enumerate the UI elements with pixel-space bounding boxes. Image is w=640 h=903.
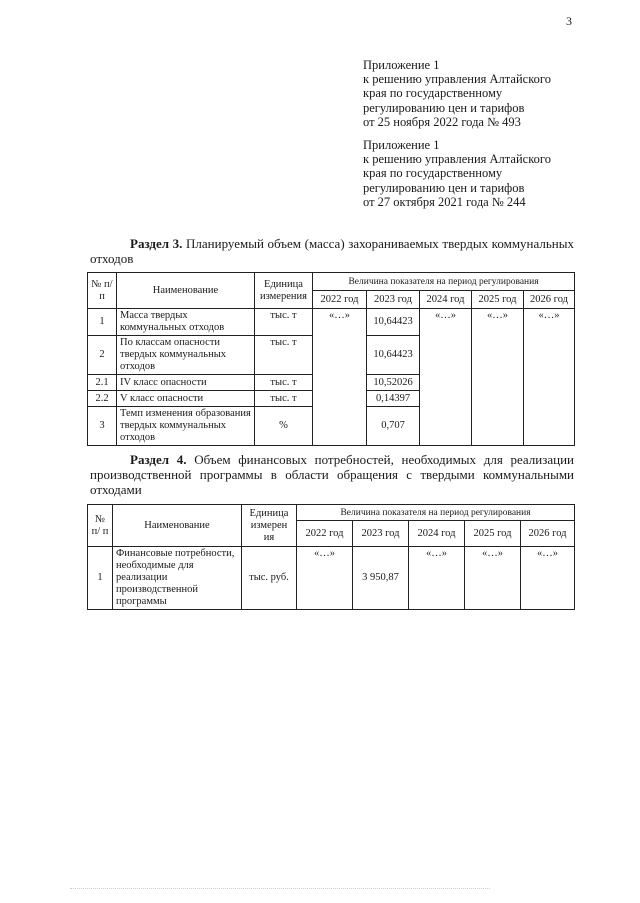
row-num: 2.1 — [88, 375, 117, 391]
row-num: 3 — [88, 407, 117, 446]
row-name: По классам опасности твердых коммунальных отходов — [117, 336, 255, 375]
value-2025: «…» — [465, 547, 521, 610]
value-2026: «…» — [521, 547, 575, 610]
header-year: 2023 год — [367, 291, 420, 309]
row-name: IV класс опасности — [117, 375, 255, 391]
row-name: V класс опасности — [117, 391, 255, 407]
section3-heading — [90, 236, 574, 266]
appendix-current — [363, 58, 551, 129]
section4-title: Объем финансовых потребностей, необходимых для реализации производственной программы в области обращения с твердыми коммунальными отходами — [90, 452, 575, 497]
value-2022: «…» — [313, 309, 367, 446]
row-num: 2.2 — [88, 391, 117, 407]
appendix-line: Приложение 1 — [363, 138, 440, 152]
header-year: 2024 год — [409, 521, 465, 547]
header-unit: Единица измерения — [255, 273, 313, 309]
appendix-line: от 27 октября 2021 года № 244 — [363, 194, 526, 209]
header-year: 2025 год — [472, 291, 524, 309]
row-num: 1 — [88, 309, 117, 336]
section3-title: Планируемый объем (масса) захораниваемых твердых коммунальных отходов — [90, 236, 574, 266]
row-name: Финансовые потребности, необходимые для реализации производственной программы — [113, 547, 242, 610]
header-period: Величина показателя на период регулирования — [313, 273, 575, 291]
value-2023: 10,64423 — [367, 336, 420, 375]
appendix-line: к решению управления Алтайского — [363, 152, 551, 167]
row-unit: тыс. т — [255, 391, 313, 407]
value-2026: «…» — [524, 309, 575, 446]
section4-label: Раздел 4. — [130, 452, 187, 467]
appendix-line: края по государственному — [363, 86, 503, 101]
row-num: 2 — [88, 336, 117, 375]
row-unit: % — [255, 407, 313, 446]
value-2023: 10,52026 — [367, 375, 420, 391]
row-num: 1 — [88, 547, 113, 610]
table-row — [88, 309, 575, 336]
table-row — [88, 547, 575, 610]
header-num: № п/ п — [88, 505, 113, 547]
appendix-previous — [363, 138, 551, 209]
appendix-line: от 25 ноября 2022 года № 493 — [363, 114, 521, 129]
header-name: Наименование — [113, 505, 242, 547]
section3-label: Раздел 3. — [130, 236, 183, 251]
section4-table — [87, 504, 575, 610]
header-unit: Единица измерен ия — [242, 505, 297, 547]
header-year: 2022 год — [297, 521, 353, 547]
row-unit: тыс. т — [255, 336, 313, 375]
value-2023: 0,707 — [367, 407, 420, 446]
header-period: Величина показателя на период регулирования — [297, 505, 575, 521]
appendix-line: к решению управления Алтайского — [363, 72, 551, 87]
row-unit: тыс. т — [255, 309, 313, 336]
appendix-line: регулированию цен и тарифов — [363, 180, 525, 195]
value-2024: «…» — [420, 309, 472, 446]
row-name: Темп изменения образования твердых коммунальных отходов — [117, 407, 255, 446]
section4-heading — [90, 452, 574, 497]
row-unit: тыс. т — [255, 375, 313, 391]
page-footer-rule — [70, 888, 490, 889]
value-2022: «…» — [297, 547, 353, 610]
header-year: 2026 год — [524, 291, 575, 309]
value-2024: «…» — [409, 547, 465, 610]
value-2023: 3 950,87 — [353, 547, 409, 610]
section3-table — [87, 272, 575, 446]
header-num: № п/п — [88, 273, 117, 309]
header-name: Наименование — [117, 273, 255, 309]
header-year: 2023 год — [353, 521, 409, 547]
value-2025: «…» — [472, 309, 524, 446]
header-year: 2025 год — [465, 521, 521, 547]
row-unit: тыс. руб. — [242, 547, 297, 610]
header-year: 2026 год — [521, 521, 575, 547]
value-2023: 0,14397 — [367, 391, 420, 407]
header-year: 2024 год — [420, 291, 472, 309]
page-number: 3 — [566, 14, 572, 28]
appendix-line: Приложение 1 — [363, 58, 440, 72]
value-2023: 10,64423 — [367, 309, 420, 336]
appendix-line: края по государственному — [363, 166, 503, 181]
appendix-line: регулированию цен и тарифов — [363, 100, 525, 115]
row-name: Масса твердых коммунальных отходов — [117, 309, 255, 336]
header-year: 2022 год — [313, 291, 367, 309]
